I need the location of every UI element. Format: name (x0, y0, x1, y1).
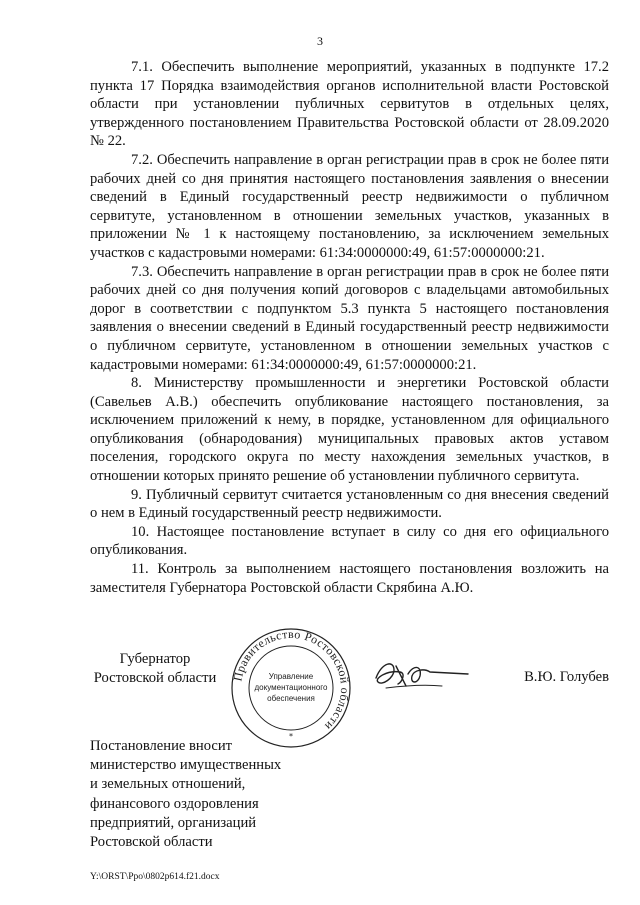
handwritten-signature (372, 656, 472, 696)
signatory-name: В.Ю. Голубев (524, 669, 609, 685)
paragraph-8: 8. Министерству промышленности и энергетики Ростовской области (Савельев А.В.) обеспечить опубликование настоящего постановления, за исключением приложений к нему, в порядке, установленном для официального опубликования (обнародования) муниципальных правовых актов уставом поселения, городского округа по месту нахождения земельных участков, в отношении которых принято решение об установлении публичного сервитута. (90, 375, 609, 485)
submitter-line: финансового оздоровления (90, 795, 259, 812)
document-body (90, 58, 609, 597)
submitter-line: министерство имущественных (90, 757, 282, 774)
stamp-inner-line2: документационного (254, 683, 328, 692)
stamp-inner-line1: Управление (268, 672, 314, 681)
submitter-line: и земельных отношений, (90, 776, 246, 793)
signatory-title-line1: Губернатор (119, 651, 191, 667)
stamp-star-icon: * (289, 732, 293, 741)
stamp-inner-line3: обеспечения (267, 694, 315, 703)
paragraph-7-3: 7.3. Обеспечить направление в орган регистрации прав в срок не более пяти рабочих дней со дня получения копий договоров с владельцами автомобильных дорог в соответствии с подпунктом 5.3 пункта 5 настоящего постановления заявления о внесении сведений в Единый государственный реестр недвижимости о публичном сервитуте, установленном в отношении земельных участков с кадастровыми номерами: 61:34:0000000:49, 61:57:0000000:21. (90, 263, 609, 373)
signatory-title-line2: Ростовской области (93, 670, 217, 686)
submitter-line: Ростовской области (90, 834, 213, 851)
submitter-line: предприятий, организаций (90, 814, 257, 831)
official-stamp (230, 627, 352, 749)
signature-block (90, 627, 609, 741)
paragraph-9: 9. Публичный сервитут считается установленным со дня внесения сведений о нем в Единый государственный реестр недвижимости. (90, 486, 609, 522)
file-path: Y:\ORST\Ppo\0802p614.f21.docx (90, 872, 220, 882)
submitter-note (90, 737, 281, 852)
paragraph-7-2: 7.2. Обеспечить направление в орган регистрации прав в срок не более пяти рабочих дней со дня принятия настоящего постановления заявления о внесении сведений в Единый государственный реестр недвижимости о публичном сервитуте, установленном в отношении земельных участков, указанных в приложении № 1 к настоящему постановлению, за исключением земельных участков с кадастровыми номерами: 61:34:0000000:49, 61:57:0000000:21. (90, 151, 609, 261)
paragraph-7-1: 7.1. Обеспечить выполнение мероприятий, указанных в подпункте 17.2 пункта 17 Порядка взаимодействия органов исполнительной власти Ростовской области при установлении публичных сервитутов в отдельных целях, утвержденного постановлением Правительства Ростовской области от 28.09.2020 № 22. (90, 59, 609, 150)
paragraph-11: 11. Контроль за выполнением настоящего постановления возложить на заместителя Губернатора Ростовской области Скрябина А.Ю. (90, 561, 609, 596)
stamp-outer-text: Правительство Ростовской области (230, 627, 352, 734)
page-number: 3 (317, 34, 323, 48)
signatory-title (90, 650, 220, 688)
submitter-line: Постановление вносит (90, 738, 233, 754)
paragraph-10: 10. Настоящее постановление вступает в силу со дня его официального опубликования. (90, 523, 609, 559)
